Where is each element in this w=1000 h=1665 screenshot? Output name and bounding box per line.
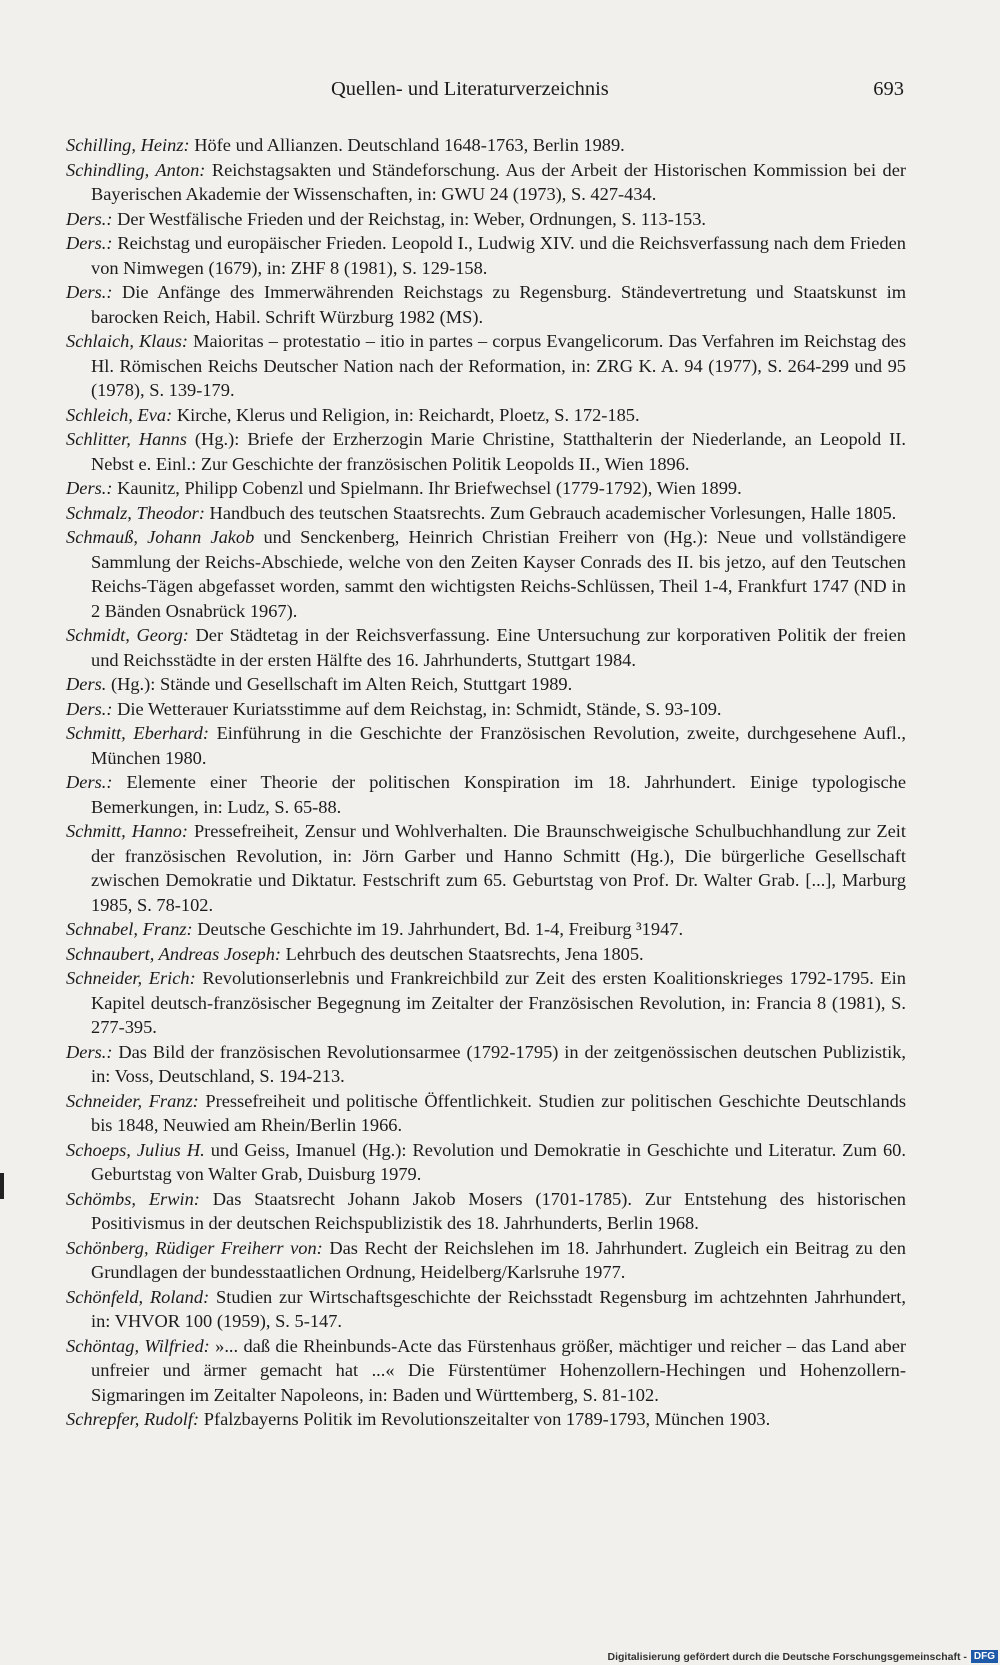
entry-text: Der Westfälische Frieden und der Reichstag, in: Weber, Ordnungen, S. 113-153. [112,208,707,229]
entry-author: Ders.: [66,1041,113,1062]
entry-author: Schnaubert, Andreas Joseph: [66,943,282,964]
entry-text: (Hg.): Briefe der Erzherzogin Marie Christine, Statthalterin der Niederlande, an Leopold II. Nebst e. Einl.: Zur Geschichte der französischen Politik Leopolds II., Wien 1896. [91,429,906,474]
entry-author: Ders. [66,674,107,694]
footer-credit: Digitalisierung gefördert durch die Deutsche Forschungsgemeinschaft - [607,1650,967,1663]
entry-author: Schlitter, Hanns [66,429,187,449]
entry-author: Schoeps, Julius H. [66,1139,205,1160]
bibliography-list [66,133,906,1432]
entry-author: Schmitt, Eberhard: [66,723,209,743]
entry-author: Ders.: [66,282,113,302]
bibliography-entry [66,1334,906,1408]
entry-author: Schönfeld, Roland: [66,1286,210,1307]
bibliography-entry [66,231,906,280]
dfg-logo: DFG [971,1650,998,1663]
entry-author: Schmitt, Hanno: [66,821,188,841]
bibliography-entry [66,158,906,207]
entry-author: Schmauß, Johann Jakob [66,527,255,547]
entry-author: Schnabel, Franz: [66,919,193,939]
bibliography-entry [66,721,906,770]
entry-author: Schneider, Franz: [66,1090,199,1111]
entry-text: Kaunitz, Philipp Cobenzl und Spielmann. Ihr Briefwechsel (1779-1792), Wien 1899. [112,478,742,498]
entry-author: Schöntag, Wilfried: [66,1335,210,1356]
bibliography-entry [66,1138,906,1187]
bibliography-entry [66,427,906,476]
bibliography-entry [66,280,906,329]
bibliography-entry [66,501,906,526]
entry-author: Schönberg, Rüdiger Freiherr von: [66,1237,323,1258]
entry-text: Höfe und Allianzen. Deutschland 1648-1763, Berlin 1989. [189,135,625,155]
entry-text: Die Wetterauer Kuriatsstimme auf dem Reichstag, in: Schmidt, Stände, S. 93-109. [112,698,722,719]
bibliography-entry [66,1040,906,1089]
entry-author: Ders.: [66,208,113,229]
bibliography-entry [66,207,906,232]
entry-author: Schlaich, Klaus: [66,331,189,351]
bibliography-entry [66,133,906,158]
entry-text: Pfalzbayerns Politik im Revolutionszeitalter von 1789-1793, München 1903. [199,1409,771,1429]
entry-author: Schmalz, Theodor: [66,502,205,523]
entry-author: Ders.: [66,478,113,498]
entry-text: Maioritas – protestatio – itio in partes – corpus Evangelicorum. Das Verfahren im Reichstag des Hl. Römischen Reichs Deutscher Nation nach der Reformation, in: ZRG K. A. 94 (1977), S. 264-299 und 95 (1978), S. 139-179. [91,331,906,400]
page-number: 693 [873,78,904,100]
entry-text: Pressefreiheit und politische Öffentlichkeit. Studien zur politischen Geschichte Deutschlands bis 1848, Neuwied am Rhein/Berlin 1966. [91,1090,906,1135]
bibliography-entry [66,525,906,623]
bibliography-entry [66,623,906,672]
bibliography-entry [66,329,906,403]
scan-edge-mark [0,1173,4,1199]
bibliography-entry [66,697,906,722]
bibliography-entry [66,403,906,428]
entry-text: Das Bild der französischen Revolutionsarmee (1792-1795) in der zeitgenössischen deutschen Publizistik, in: Voss, Deutschland, S. 194-213. [91,1041,906,1086]
entry-text: Das Staatsrecht Johann Jakob Mosers (1701-1785). Zur Entstehung des historischen Positivismus in der deutschen Reichspublizistik des 18. Jahrhunderts, Berlin 1968. [91,1188,907,1233]
bibliography-entry [66,1285,906,1334]
entry-author: Schömbs, Erwin: [66,1188,200,1209]
entry-text: Das Recht der Reichslehen im 18. Jahrhundert. Zugleich ein Beitrag zu den Grundlagen der bundesstaatlichen Ordnung, Heidelberg/Karlsruhe 1977. [91,1237,906,1282]
entry-text: Die Anfänge des Immerwährenden Reichstags zu Regensburg. Ständevertretung und Staatskunst im barocken Reich, Habil. Schrift Würzburg 1982 (MS). [91,282,906,327]
bibliography-entry [66,1407,906,1432]
digitization-footer [608,1650,999,1663]
bibliography-entry [66,819,906,917]
entry-author: Ders.: [66,698,113,719]
page-header [331,78,904,101]
bibliography-entry [66,476,906,501]
bibliography-entry [66,1187,906,1236]
entry-author: Ders.: [66,772,113,792]
bibliography-entry [66,942,906,967]
bibliography-entry [66,966,906,1040]
entry-text: »... daß die Rheinbunds-Acte das Fürstenhaus größer, mächtiger und reicher – das Land aber unfreier und ärmer gemacht hat ...« Die Fürstentümer Hohenzollern-Hechingen und Hohenzollern-Sigmaringen im Zeitalter Napoleons, in: Baden und Württemberg, S. 81-102. [91,1335,906,1405]
entry-text: Lehrbuch des deutschen Staatsrechts, Jena 1805. [281,943,644,964]
entry-author: Schneider, Erich: [66,968,196,988]
entry-author: Schmidt, Georg: [66,625,189,645]
entry-text: Einführung in die Geschichte der Französischen Revolution, zweite, durchgesehene Aufl., München 1980. [91,723,906,768]
entry-text: Revolutionserlebnis und Frankreichbild zur Zeit des ersten Koalitionskrieges 1792-1795. Ein Kapitel deutsch-französischer Begegnung im Zeitalter der Französischen Revolution, in: Francia 8 (1981), S. 277-395. [91,968,906,1037]
bibliography-entry [66,1089,906,1138]
entry-text: Handbuch des teutschen Staatsrechts. Zum Gebrauch academischer Vorlesungen, Halle 1805. [204,502,897,523]
entry-author: Ders.: [66,233,113,253]
entry-text: Reichstag und europäischer Frieden. Leopold I., Ludwig XIV. und die Reichsverfassung nach dem Frieden von Nimwegen (1679), in: ZHF 8 (1981), S. 129-158. [91,233,906,278]
running-title: Quellen- und Literaturverzeichnis [331,78,609,100]
entry-text: (Hg.): Stände und Gesellschaft im Alten Reich, Stuttgart 1989. [106,674,573,694]
bibliography-entry [66,672,906,697]
entry-author: Schrepfer, Rudolf: [66,1409,200,1429]
bibliography-entry [66,1236,906,1285]
entry-text: Studien zur Wirtschaftsgeschichte der Reichsstadt Regensburg im achtzehnten Jahrhundert, in: VHVOR 100 (1959), S. 5-147. [91,1286,906,1331]
bibliography-entry [66,917,906,942]
entry-text: Der Städtetag in der Reichsverfassung. Eine Untersuchung zur korporativen Politik der freien und Reichsstädte in der ersten Hälfte des 16. Jahrhunderts, Stuttgart 1984. [91,625,906,670]
entry-text: und Senckenberg, Heinrich Christian Freiherr von (Hg.): Neue und vollständigere Sammlung der Reichs-Abschiede, welche von den Zeiten Kayser Conrads des II. bis jetzo, auf den Teutschen Reichs-Tägen abgefasset worden, sammt den wichtigsten Reichs-Schlüssen, Theil 1-4, Frankfurt 1747 (ND in 2 Bänden Osnabrück 1967). [91,527,906,621]
entry-text: Kirche, Klerus und Religion, in: Reichardt, Ploetz, S. 172-185. [172,404,640,425]
entry-author: Schindling, Anton: [66,159,206,180]
bibliography-entry [66,770,906,819]
entry-text: und Geiss, Imanuel (Hg.): Revolution und Demokratie in Geschichte und Literatur. Zum 60. Geburtstag von Walter Grab, Duisburg 1979. [91,1139,906,1184]
entry-author: Schleich, Eva: [66,404,173,425]
entry-text: Reichstagsakten und Ständeforschung. Aus der Arbeit der Historischen Kommission bei der Bayerischen Akademie der Wissenschaften, in: GWU 24 (1973), S. 427-434. [91,159,906,204]
entry-text: Elemente einer Theorie der politischen Konspiration im 18. Jahrhundert. Einige typologische Bemerkungen, in: Ludz, S. 65-88. [91,772,906,817]
entry-text: Pressefreiheit, Zensur und Wohlverhalten. Die Braunschweigische Schulbuchhandlung zur Zeit der französischen Revolution, in: Jörn Garber und Hanno Schmitt (Hg.), Die bürgerliche Gesellschaft zwischen Demokratie und Diktatur. Festschrift zum 65. Geburtstag von Prof. Dr. Walter Grab. [...], Marburg 1985, S. 78-102. [91,821,907,915]
entry-text: Deutsche Geschichte im 19. Jahrhundert, Bd. 1-4, Freiburg ³1947. [192,919,684,939]
entry-author: Schilling, Heinz: [66,135,190,155]
